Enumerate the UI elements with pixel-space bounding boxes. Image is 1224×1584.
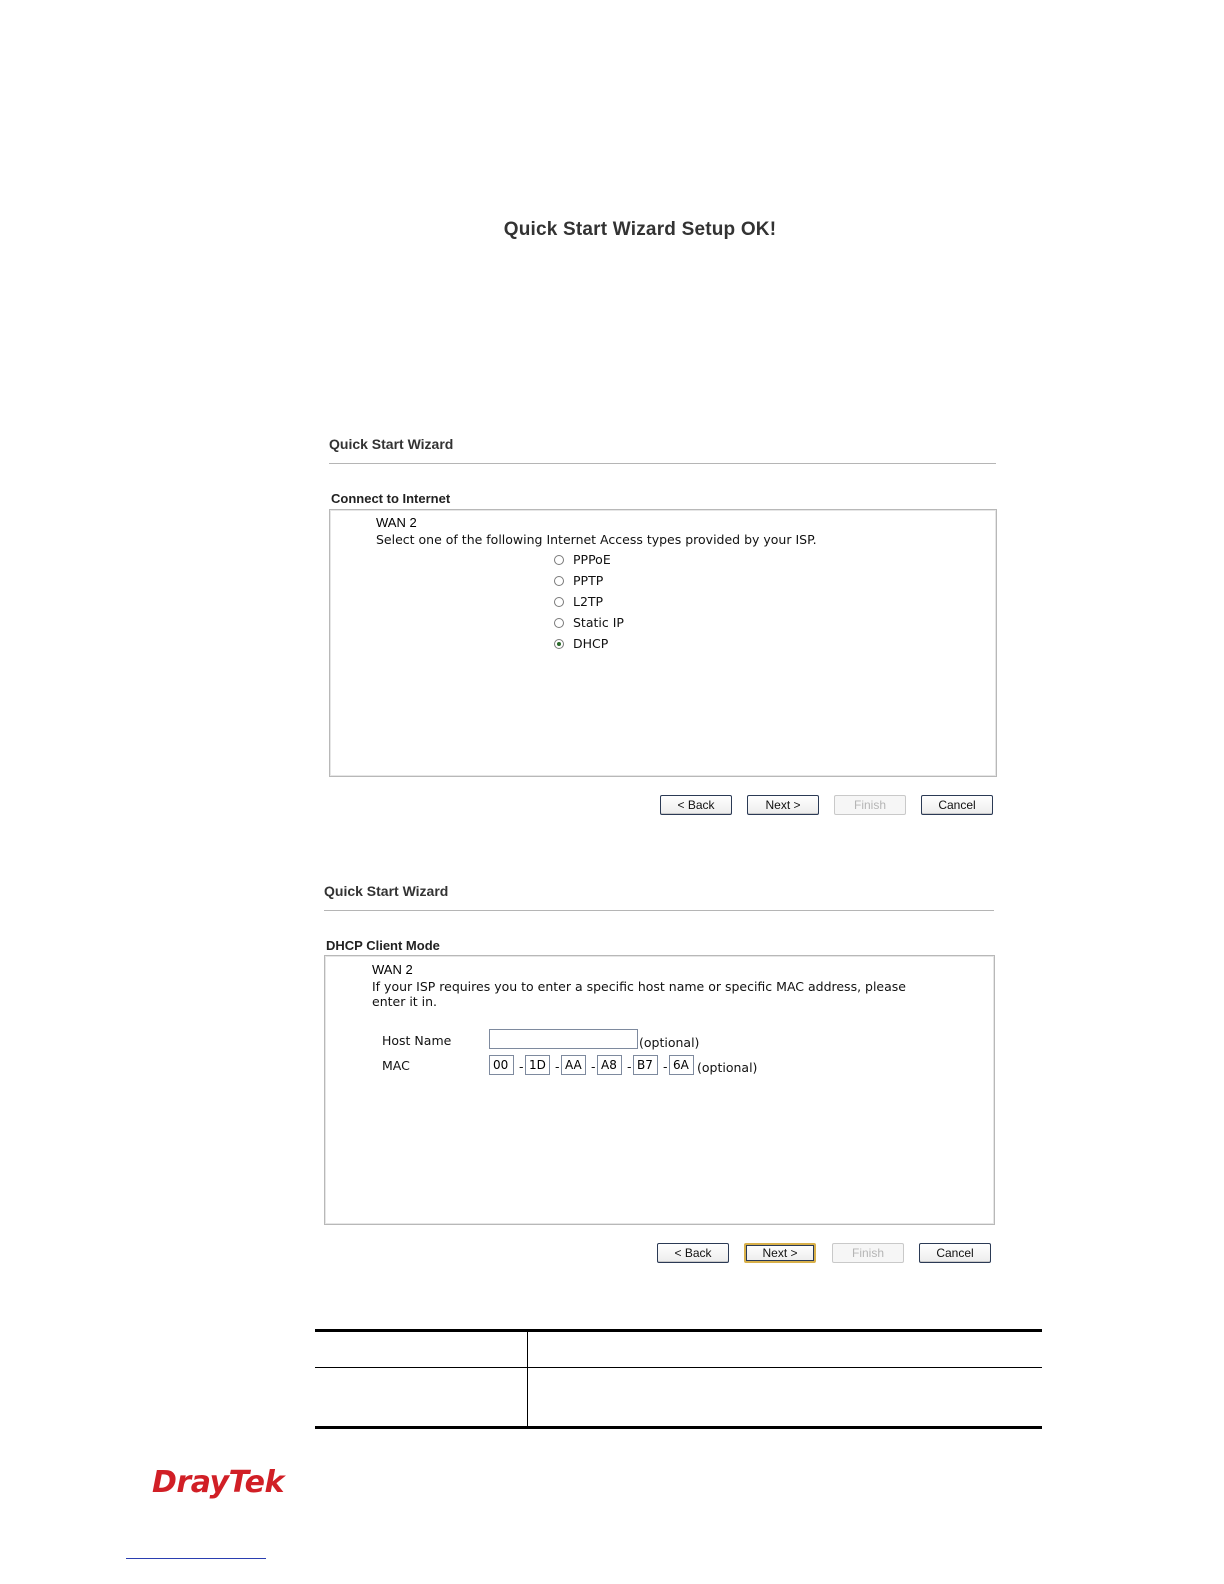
- radio-button[interactable]: [554, 576, 564, 586]
- draytek-logo: DrayTek: [152, 1465, 284, 1500]
- wizard2-title: Quick Start Wizard: [324, 883, 449, 899]
- radio-pptp[interactable]: [554, 573, 603, 588]
- wizard2-instruction-line1: If your ISP requires you to enter a specific host name or specific MAC address, please: [372, 979, 906, 994]
- wizard2-next-button[interactable]: Next >: [744, 1243, 816, 1263]
- wizard2-section-title: DHCP Client Mode: [326, 938, 440, 953]
- wizard2-finish-button[interactable]: Finish: [832, 1243, 904, 1263]
- wizard2-back-button[interactable]: < Back: [657, 1243, 729, 1263]
- setup-ok-heading: Quick Start Wizard Setup OK!: [503, 219, 777, 240]
- mac-octet-5[interactable]: [633, 1055, 658, 1075]
- radio-label: PPTP: [573, 573, 604, 588]
- mac-octet-4[interactable]: [597, 1055, 622, 1075]
- radio-button[interactable]: [554, 555, 564, 565]
- mac-octet-3[interactable]: [561, 1055, 586, 1075]
- wizard1-section-title: Connect to Internet: [331, 491, 451, 506]
- wizard1-instruction: Select one of the following Internet Access types provided by your ISP.: [376, 532, 817, 547]
- wizard2-divider: [324, 910, 994, 911]
- mac-optional: (optional): [697, 1060, 758, 1075]
- radio-dhcp[interactable]: [554, 636, 608, 651]
- mac-octet-6[interactable]: [669, 1055, 694, 1075]
- mac-octet-2[interactable]: [525, 1055, 550, 1075]
- radio-label: DHCP: [573, 636, 609, 651]
- footer-rule: [126, 1558, 266, 1559]
- connect-internet-panel: [329, 509, 997, 777]
- mac-label: MAC: [382, 1058, 410, 1073]
- dhcp-client-panel: [324, 955, 995, 1225]
- radio-static-ip[interactable]: [554, 615, 624, 630]
- mac-separator: -: [519, 1059, 524, 1074]
- mac-separator: -: [591, 1059, 596, 1074]
- table-row-divider: [315, 1367, 1042, 1368]
- wizard1-finish-button[interactable]: Finish: [834, 795, 906, 815]
- table-top-border: [315, 1329, 1042, 1332]
- host-name-label: Host Name: [382, 1033, 452, 1048]
- wizard2-cancel-button[interactable]: Cancel: [919, 1243, 991, 1263]
- radio-label: Static IP: [573, 615, 624, 630]
- radio-pppoe[interactable]: [554, 552, 611, 567]
- mac-octet-1[interactable]: [489, 1055, 514, 1075]
- table-column-divider: [527, 1331, 528, 1427]
- wizard1-next-button[interactable]: Next >: [747, 795, 819, 815]
- radio-label: L2TP: [573, 594, 604, 609]
- wizard1-back-button[interactable]: < Back: [660, 795, 732, 815]
- radio-l2tp[interactable]: [554, 594, 603, 609]
- wizard1-title: Quick Start Wizard: [329, 436, 454, 452]
- wizard1-divider: [329, 463, 996, 464]
- table-bottom-border: [315, 1426, 1042, 1429]
- radio-button-selected[interactable]: [554, 639, 564, 649]
- radio-button[interactable]: [554, 618, 564, 628]
- radio-button[interactable]: [554, 597, 564, 607]
- radio-label: PPPoE: [573, 552, 611, 567]
- wizard1-wan-label: WAN 2: [376, 515, 417, 530]
- host-name-optional: (optional): [639, 1035, 700, 1050]
- mac-separator: -: [627, 1059, 632, 1074]
- wizard1-cancel-button[interactable]: Cancel: [921, 795, 993, 815]
- wizard2-wan-label: WAN 2: [372, 962, 413, 977]
- mac-separator: -: [555, 1059, 560, 1074]
- wizard2-instruction-line2: enter it in.: [372, 994, 438, 1009]
- mac-separator: -: [663, 1059, 668, 1074]
- host-name-input[interactable]: [489, 1029, 638, 1049]
